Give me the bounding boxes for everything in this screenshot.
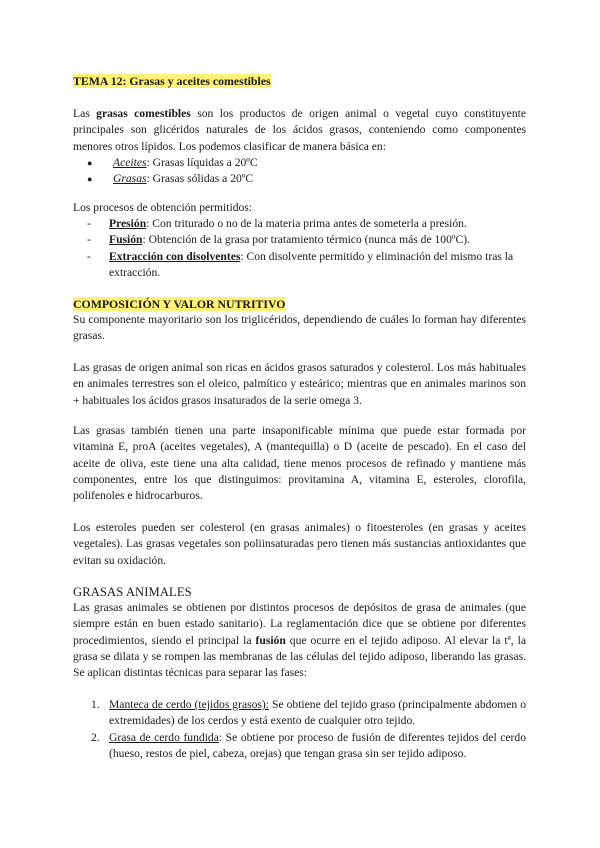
item-term: Manteca de cerdo (tejidos grasos): bbox=[109, 698, 270, 711]
processes-intro: Los procesos de obtención permitidos: bbox=[73, 201, 253, 214]
composition-heading-text: COMPOSICIÓN Y VALOR NUTRITIVO bbox=[73, 297, 286, 311]
list-item bbox=[73, 730, 526, 763]
animal-paragraph bbox=[73, 600, 526, 681]
intro-term: grasas comestibles bbox=[96, 107, 191, 120]
bullet-icon: ● bbox=[87, 158, 93, 168]
intro-paragraph bbox=[73, 106, 526, 155]
animal-pre: Las grasas animales se obtienen por distintos procesos de depósitos de grasa de animales (que siempre están en buen estado sanitario). La reglamentación dice que se obtiene por diferentes procedimientos, siendo el principal la bbox=[73, 601, 526, 647]
composition-heading bbox=[73, 296, 526, 313]
list-item bbox=[73, 216, 526, 232]
composition-p2: Las grasas de origen animal son ricas en ácidos grasos saturados y colesterol. Los más habituales en animales terrestres son el oleico, palmítico y esteárico; mientras que en animales marinos son + habituales los ácidos grasos insaturados de la serie omega 3. bbox=[73, 361, 526, 407]
title-highlight: TEMA 12: Grasas y aceites comestibles bbox=[73, 74, 271, 88]
class-term: Grasas bbox=[113, 172, 147, 186]
dash-mark: - bbox=[87, 249, 91, 263]
list-item bbox=[73, 155, 526, 171]
bullet-icon: ● bbox=[87, 174, 93, 185]
process-term: Extracción con disolventes bbox=[109, 249, 241, 263]
item-text: Se obtiene del tejido graso (principalmente abdomen o extremidades) de los cerdos y está exento de cualquier otro tejido. bbox=[109, 698, 526, 728]
animal-heading: GRASAS ANIMALES bbox=[73, 585, 192, 599]
page-title bbox=[73, 73, 526, 90]
class-text: : Grasas sólidas a 20ºC bbox=[146, 172, 254, 186]
intro-pre: Las bbox=[73, 107, 97, 120]
class-term: Aceites bbox=[113, 156, 147, 169]
process-text: : Obtención de la grasa por tratamiento térmico (nunca más de 100ºC). bbox=[142, 233, 470, 247]
animal-list bbox=[73, 697, 526, 762]
item-text: : Se obtiene por proceso de fusión de diferentes tejidos del cerdo (hueso, restos de piel, cabeza, orejas) que tengan grasa sin ser tejido adiposo. bbox=[109, 730, 526, 760]
item-number: 1. bbox=[91, 698, 100, 711]
list-item bbox=[73, 232, 526, 248]
composition-p1: Su componente mayoritario son los triglicéridos, dependiendo de cuáles lo forman hay diferentes grasas. bbox=[73, 313, 526, 343]
item-term: Grasa de cerdo fundida bbox=[109, 730, 219, 744]
list-item bbox=[73, 249, 526, 282]
dash-mark: - bbox=[87, 233, 91, 247]
classification-list bbox=[73, 155, 526, 188]
intro-post: son los productos de origen animal o vegetal cuyo constituyente principales son glicéridos naturales de los ácidos grasos, conteniendo como componentes menores otros lípidos. Los podemos clasificar de manera básica en: bbox=[73, 107, 526, 153]
list-item bbox=[73, 171, 526, 187]
processes-list bbox=[73, 216, 526, 281]
composition-p4: Los esteroles pueden ser colesterol (en grasas animales) o fitoesteroles (en grasas y aceites vegetales). Las grasas vegetales son poliinsaturadas pero tienen más sustancias antioxidantes que evitan su oxidación. bbox=[73, 521, 526, 567]
composition-p3: Las grasas también tienen una parte insaponificable mínima que puede estar formada por vitamina E, proA (aceites vegetales), A (mantequilla) o D (aceite de pescado). En el caso del aceite de oliva, este tiene una alta calidad, tiene menos procesos de refinado y mantiene más componentes, entre los que distinguimos: provitamina A, vitamina E, esteroles, clorofila, polifenoles e hidrocarburos. bbox=[73, 424, 526, 503]
dash-mark: - bbox=[87, 217, 91, 230]
item-number: 2. bbox=[91, 730, 100, 744]
process-text: : Con disolvente permitido y eliminación del mismo tras la extracción. bbox=[109, 249, 514, 279]
process-term: Fusión bbox=[109, 233, 143, 247]
animal-post: que ocurre en el tejido adiposo. Al elevar la tª, la grasa se dilata y se rompen las membranas de las células del tejido adiposo, liberando las grasas. Se aplican distintas técnicas para separar las fases: bbox=[73, 633, 526, 680]
process-text: : Con triturado o no de la materia prima antes de someterla a presión. bbox=[146, 217, 467, 230]
list-item bbox=[73, 697, 526, 730]
process-term: Presión bbox=[109, 217, 147, 230]
animal-term: fusión bbox=[255, 633, 286, 647]
class-text: : Grasas líquidas a 20ºC bbox=[146, 156, 258, 169]
